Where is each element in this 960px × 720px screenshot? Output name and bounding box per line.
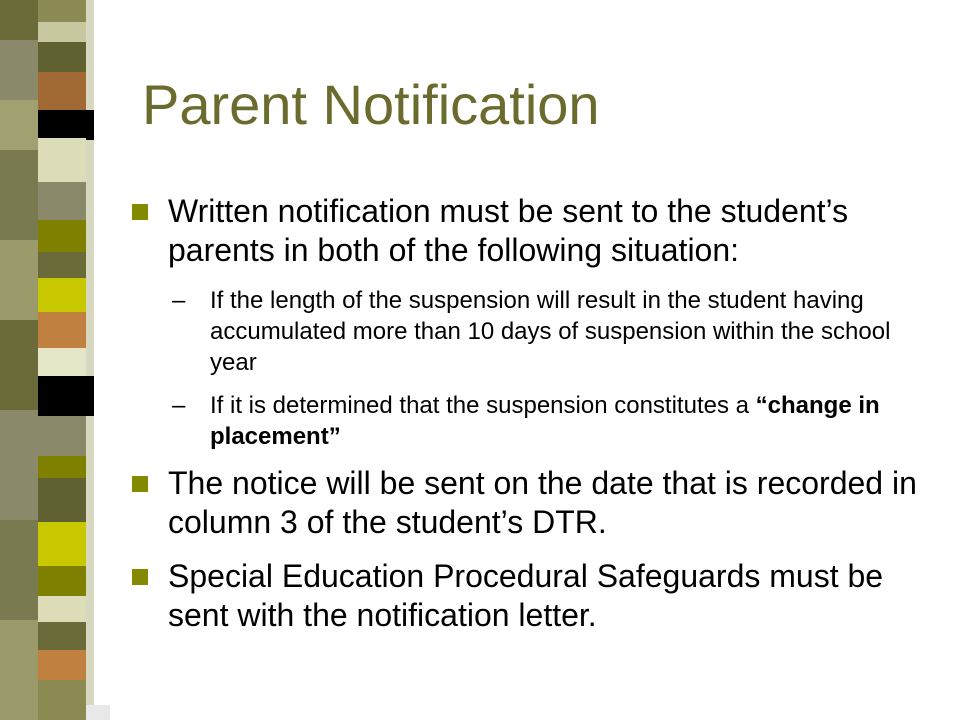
slide-content [130, 192, 930, 650]
bullet-text: Written notification must be sent to the student’s parents in both of the following situation: [168, 193, 849, 268]
sub-bullet-item [172, 285, 930, 378]
decorative-stripe-bar [0, 0, 118, 720]
square-bullet-icon [132, 569, 148, 585]
sub-bullet-item [172, 390, 930, 452]
sub-bullet-bold-text: “change in placement” [210, 392, 880, 450]
dash-bullet: – [172, 287, 186, 314]
bullet-item [130, 557, 930, 635]
bullet-text: The notice will be sent on the date that is recorded in column 3 of the student’s DTR. [168, 465, 917, 540]
sub-bullet-text: If the length of the suspension will result in the student having accumulated more than 10 days of suspension within the school year [210, 287, 891, 376]
sub-bullet-text: If it is determined that the suspension constitutes a [210, 392, 749, 419]
slide-title: Parent Notification [142, 73, 600, 136]
bullet-item [130, 192, 930, 270]
bullet-text: Special Education Procedural Safeguards must be sent with the notification letter. [168, 558, 884, 633]
square-bullet-icon [132, 476, 148, 492]
bullet-item [130, 464, 930, 542]
square-bullet-icon [132, 204, 148, 220]
dash-bullet: – [172, 392, 186, 419]
